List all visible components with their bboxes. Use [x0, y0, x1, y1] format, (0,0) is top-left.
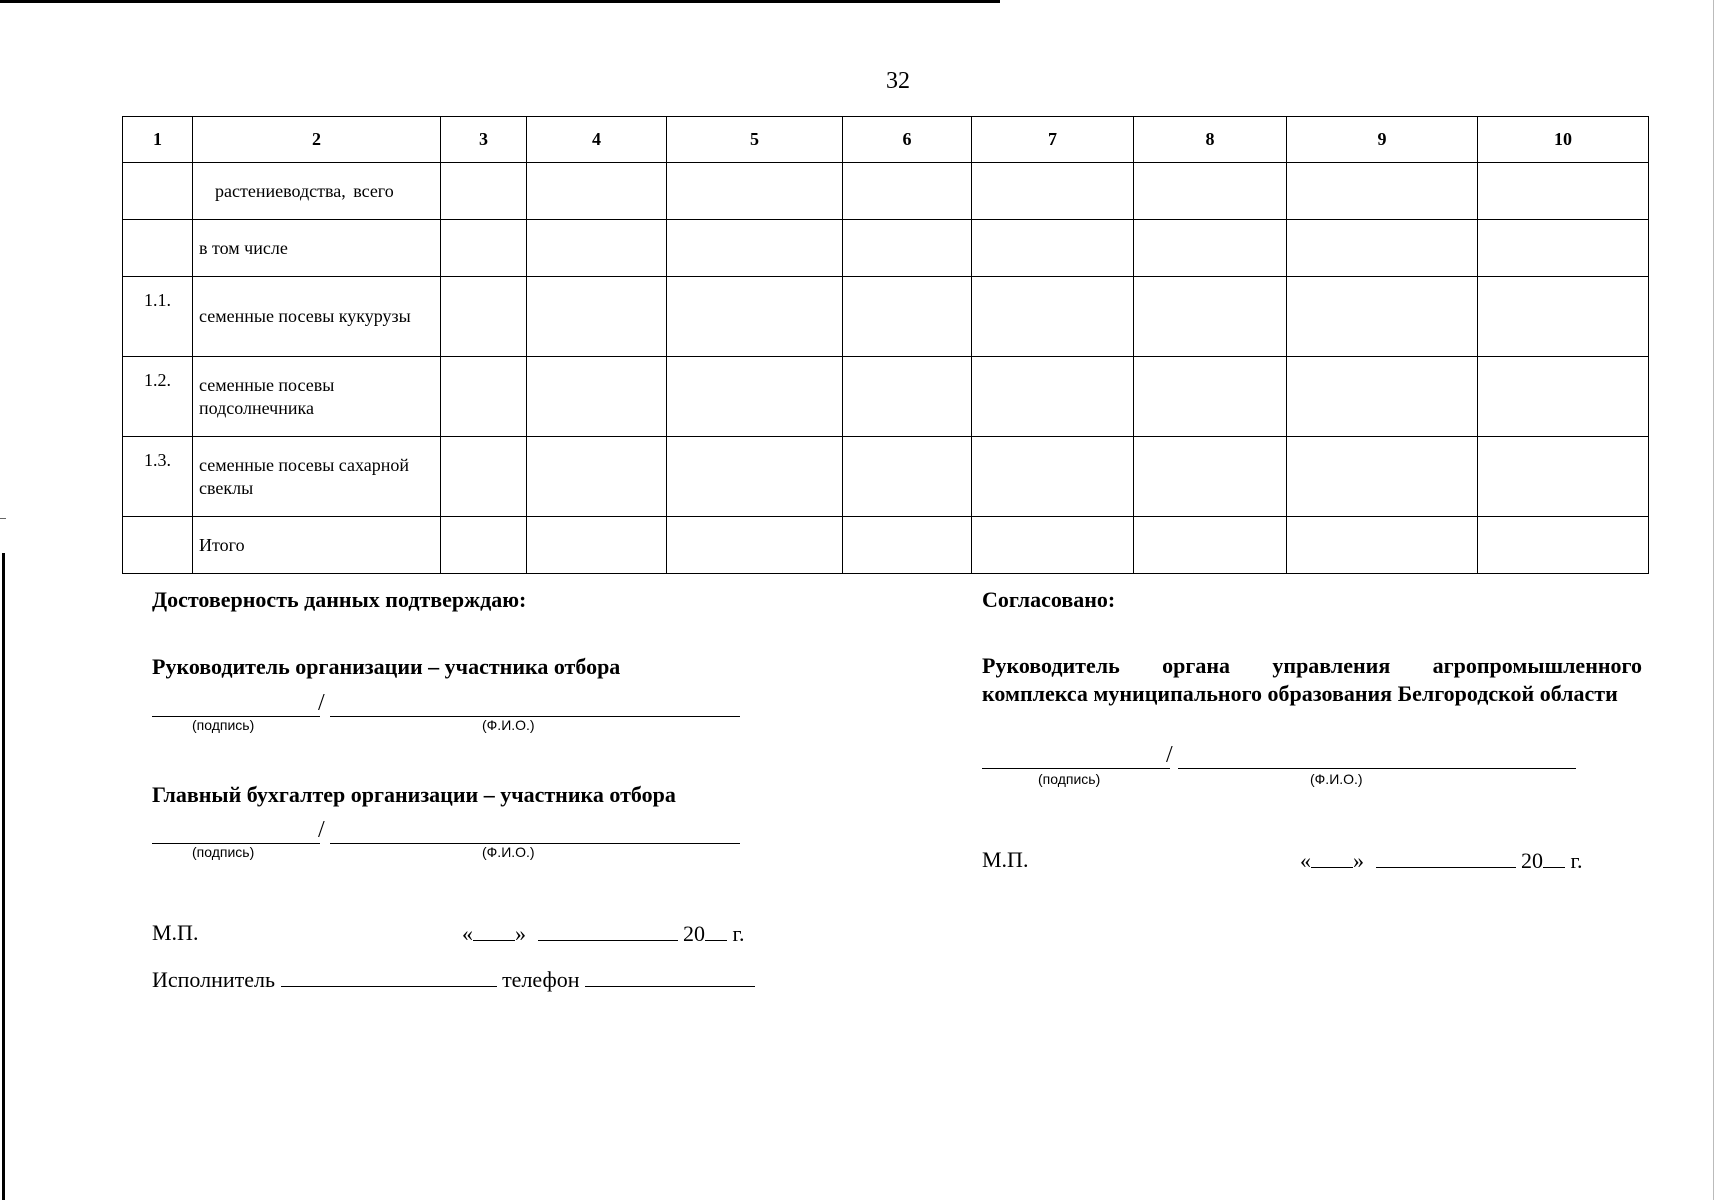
table-cell[interactable]: [972, 517, 1134, 574]
header-cell: 4: [527, 117, 667, 163]
day-blank[interactable]: [1311, 847, 1353, 868]
header-cell: 2: [193, 117, 441, 163]
table-cell[interactable]: [667, 277, 843, 357]
table-cell[interactable]: [1134, 220, 1287, 277]
year-suffix: г.: [1570, 848, 1583, 873]
table-cell[interactable]: [1478, 163, 1649, 220]
row-name: семенные посевы кукурузы: [193, 277, 441, 357]
year-prefix: 20: [683, 921, 705, 946]
accountant-title: Главный бухгалтер организации – участника отбора: [152, 782, 676, 807]
caption-fio: (Ф.И.О.): [482, 844, 535, 860]
row-number: [123, 517, 193, 574]
report-table: [122, 116, 1649, 574]
table-cell[interactable]: [1134, 357, 1287, 437]
table-cell[interactable]: [1287, 517, 1478, 574]
table-cell[interactable]: [441, 277, 527, 357]
fio-line[interactable]: [1178, 768, 1576, 769]
table-cell[interactable]: [527, 517, 667, 574]
signature-line[interactable]: [982, 768, 1170, 769]
table-cell[interactable]: [843, 163, 972, 220]
caption-signature: (подпись): [1038, 771, 1101, 787]
header-cell: 3: [441, 117, 527, 163]
day-blank[interactable]: [473, 920, 515, 941]
date-field: [1300, 847, 1583, 874]
table-cell[interactable]: [441, 517, 527, 574]
table-cell[interactable]: [1287, 277, 1478, 357]
date-close-quote: »: [1353, 848, 1364, 873]
table-row: [123, 357, 1649, 437]
table-cell[interactable]: [527, 163, 667, 220]
table-cell[interactable]: [667, 163, 843, 220]
table-cell[interactable]: [843, 437, 972, 517]
table-row: [123, 220, 1649, 277]
table-cell[interactable]: [667, 517, 843, 574]
header-cell: 5: [667, 117, 843, 163]
table-cell[interactable]: [843, 357, 972, 437]
table-cell[interactable]: [527, 277, 667, 357]
table-row: [123, 277, 1649, 357]
row-name: семенные посевы сахарной свеклы: [193, 437, 441, 517]
phone-label: телефон: [502, 967, 580, 992]
header-cell: 8: [1134, 117, 1287, 163]
year-blank[interactable]: [705, 920, 727, 941]
header-cell: 1: [123, 117, 193, 163]
table-cell[interactable]: [441, 437, 527, 517]
head-title: Руководитель организации – участника отбора: [152, 654, 621, 679]
date-field: [462, 920, 745, 947]
table-cell[interactable]: [441, 220, 527, 277]
table-cell[interactable]: [441, 163, 527, 220]
row-number: [123, 220, 193, 277]
executor-row: [152, 966, 755, 993]
table-cell[interactable]: [843, 517, 972, 574]
row-name: Итого: [193, 517, 441, 574]
table-cell[interactable]: [1287, 357, 1478, 437]
scan-mark: [0, 518, 6, 519]
header-cell: 6: [843, 117, 972, 163]
table-cell[interactable]: [667, 220, 843, 277]
year-blank[interactable]: [1543, 847, 1565, 868]
caption-fio: (Ф.И.О.): [482, 717, 535, 733]
table-cell[interactable]: [1478, 220, 1649, 277]
table-cell[interactable]: [1287, 437, 1478, 517]
slash-separator: /: [318, 690, 325, 716]
table-cell[interactable]: [667, 357, 843, 437]
month-blank[interactable]: [538, 920, 678, 941]
table-cell[interactable]: [972, 277, 1134, 357]
stamp-label: М.П.: [982, 847, 1029, 872]
date-open-quote: «: [462, 921, 473, 946]
scan-border-top: [0, 0, 1000, 3]
table-row: [123, 163, 1649, 220]
table-cell[interactable]: [441, 357, 527, 437]
row-number: 1.3.: [123, 437, 193, 517]
table-cell[interactable]: [843, 220, 972, 277]
month-blank[interactable]: [1376, 847, 1516, 868]
table-cell[interactable]: [1134, 517, 1287, 574]
table-cell[interactable]: [1134, 437, 1287, 517]
accountant-signature-row: [152, 817, 742, 861]
year-prefix: 20: [1521, 848, 1543, 873]
table-cell[interactable]: [1134, 277, 1287, 357]
table-cell[interactable]: [843, 277, 972, 357]
table-cell[interactable]: [1287, 220, 1478, 277]
slash-separator: /: [318, 817, 325, 843]
scan-border-left: [2, 553, 5, 1200]
table-cell[interactable]: [527, 437, 667, 517]
date-close-quote: »: [515, 921, 526, 946]
slash-separator: /: [1166, 742, 1173, 768]
table-row: [123, 437, 1649, 517]
caption-signature: (подпись): [192, 844, 255, 860]
row-number: [123, 163, 193, 220]
table-cell[interactable]: [972, 437, 1134, 517]
table-cell[interactable]: [667, 437, 843, 517]
row-name: семенные посевы подсолнечника: [193, 357, 441, 437]
table-cell[interactable]: [972, 357, 1134, 437]
fio-line[interactable]: [330, 716, 740, 717]
table-cell[interactable]: [1478, 277, 1649, 357]
head-signature-row: [152, 690, 742, 734]
row-name: в том числе: [193, 220, 441, 277]
year-suffix: г.: [732, 921, 745, 946]
executor-blank[interactable]: [281, 966, 497, 987]
date-open-quote: «: [1300, 848, 1311, 873]
row-number: 1.2.: [123, 357, 193, 437]
stamp-label: М.П.: [152, 920, 199, 945]
fio-line[interactable]: [330, 843, 740, 844]
table-cell[interactable]: [527, 220, 667, 277]
table-row: [123, 517, 1649, 574]
caption-signature: (подпись): [192, 717, 255, 733]
table-cell[interactable]: [1478, 517, 1649, 574]
row-name: растениеводства, всего: [193, 163, 441, 220]
table-cell[interactable]: [1134, 163, 1287, 220]
table-cell[interactable]: [972, 163, 1134, 220]
caption-fio: (Ф.И.О.): [1310, 771, 1363, 787]
header-cell: 9: [1287, 117, 1478, 163]
table-cell[interactable]: [972, 220, 1134, 277]
table-cell[interactable]: [1287, 163, 1478, 220]
executor-label: Исполнитель: [152, 967, 276, 992]
agreed-heading: Согласовано:: [982, 587, 1116, 612]
header-cell: 10: [1478, 117, 1649, 163]
page-number: 32: [886, 68, 910, 94]
confirm-heading: Достоверность данных подтверждаю:: [152, 587, 527, 612]
table-cell[interactable]: [1478, 357, 1649, 437]
authority-signature-row: [982, 742, 1582, 786]
authority-title: Руководитель органа управления агропромышленного комплекса муниципального образования Белгородской области: [982, 653, 1642, 706]
table-cell[interactable]: [1478, 437, 1649, 517]
phone-blank[interactable]: [585, 966, 755, 987]
table-cell[interactable]: [527, 357, 667, 437]
table-header-row: [123, 117, 1649, 163]
header-cell: 7: [972, 117, 1134, 163]
row-number: 1.1.: [123, 277, 193, 357]
